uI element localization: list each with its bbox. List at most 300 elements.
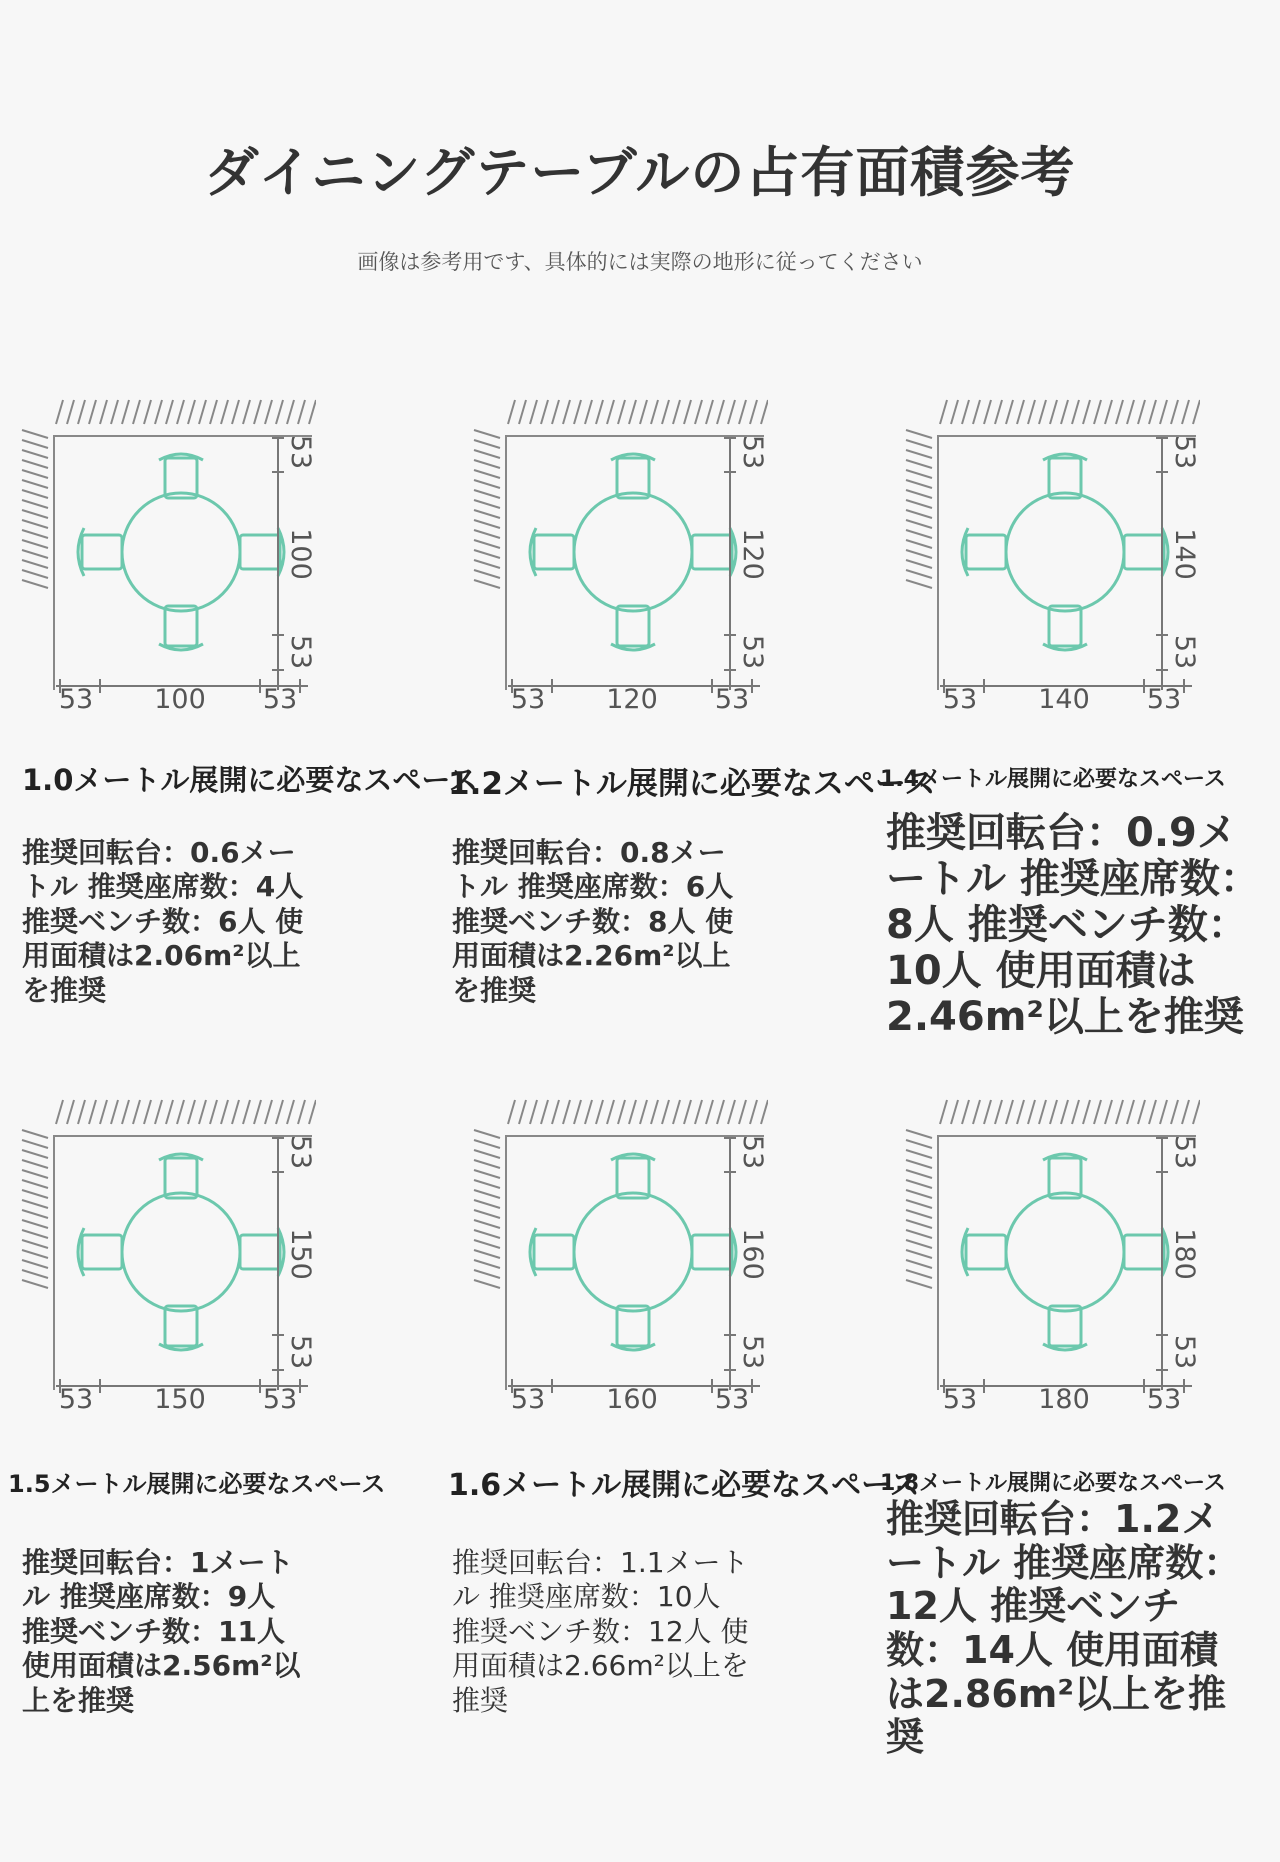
wall-hatch-mark [761, 1100, 768, 1124]
wall-line [54, 436, 312, 690]
wall-hatch-mark [574, 1100, 581, 1124]
wall-hatch-mark [474, 1280, 500, 1288]
right-dim-top-label: 53 [1169, 434, 1200, 470]
wall-hatch-mark [1083, 1100, 1090, 1124]
wall-hatch-mark [210, 1100, 217, 1124]
wall-hatch-mark [1171, 400, 1178, 424]
wall-hatch-mark [474, 580, 500, 588]
wall-hatch-mark [906, 1270, 932, 1278]
wall-hatch-mark [133, 1100, 140, 1124]
wall-hatch-mark [474, 530, 500, 538]
wall-hatch-mark [22, 430, 48, 438]
wall-hatch-mark [906, 1130, 932, 1138]
wall-hatch-mark [474, 1250, 500, 1258]
wall-hatch-mark [1138, 1100, 1145, 1124]
wall-hatch-mark [906, 1230, 932, 1238]
wall-hatch-mark [906, 450, 932, 458]
wall-hatch-mark [695, 1100, 702, 1124]
wall-hatch-mark [951, 1100, 958, 1124]
wall-hatch-mark [1094, 1100, 1101, 1124]
wall-hatch-mark [22, 530, 48, 538]
wall-hatch-mark [1039, 1100, 1046, 1124]
wall-hatch-mark [1017, 1100, 1024, 1124]
spacing-info: 推奨回転台：1.2メートル 推奨座席数：12人 推奨ベンチ数：14人 使用面積は2.86m²以上を推奨 [886, 1497, 1242, 1760]
wall-hatch-mark [166, 1100, 173, 1124]
table-and-chairs [962, 454, 1168, 650]
table-layout-diagram [900, 390, 1200, 710]
wall-hatch-mark [22, 460, 48, 468]
page-subtitle: 画像は参考用です、具体的には実際の地形に従ってください [357, 250, 923, 274]
wall-hatch-mark [607, 1100, 614, 1124]
wall-hatch-mark [56, 1100, 63, 1124]
wall-hatch-mark [474, 1220, 500, 1228]
wall-hatch-mark [629, 400, 636, 424]
wall-hatch-mark [177, 1100, 184, 1124]
right-dim-bottom-label: 53 [737, 634, 768, 670]
wall-hatch-mark [22, 540, 48, 548]
wall-hatch-mark [906, 530, 932, 538]
wall-hatch-mark [22, 1230, 48, 1238]
wall-hatch-mark [474, 470, 500, 478]
wall-hatch-mark [906, 480, 932, 488]
wall-hatch-mark [906, 1240, 932, 1248]
wall-hatch-mark [22, 1130, 48, 1138]
wall-hatch-mark [1171, 1100, 1178, 1124]
diagram-card-1 [16, 390, 478, 1090]
wall-hatch-mark [906, 1180, 932, 1188]
wall-hatch-mark [673, 1100, 680, 1124]
spacing-info: 推奨回転台：0.9メートル 推奨座席数：8人 推奨ベンチ数：10人 使用面積は2.46m²以上を推奨 [886, 810, 1260, 1040]
wall-hatch-mark [22, 1260, 48, 1268]
wall-hatch-mark [474, 500, 500, 508]
wall-hatch-mark [519, 400, 526, 424]
wall-hatch-mark [552, 400, 559, 424]
wall-hatch-mark [265, 1100, 272, 1124]
wall-hatch-mark [22, 570, 48, 578]
wall-hatch-mark [739, 400, 746, 424]
round-table [1006, 493, 1124, 611]
wall-hatch-mark [144, 400, 151, 424]
wall-hatch-mark [585, 400, 592, 424]
wall-hatch-mark [973, 1100, 980, 1124]
wall-hatch-mark [906, 470, 932, 478]
bottom-dim-middle-label: 180 [1038, 1384, 1090, 1410]
wall-hatch-mark [67, 400, 74, 424]
wall-hatch-mark [739, 1100, 746, 1124]
right-dim-top-label: 53 [285, 1134, 316, 1170]
wall-hatch-mark [1127, 400, 1134, 424]
wall-hatch-mark [474, 1270, 500, 1278]
bottom-dim-left-label: 53 [942, 684, 978, 710]
wall-hatch-mark [984, 1100, 991, 1124]
wall-hatch-mark [530, 1100, 537, 1124]
right-dim-middle-label: 140 [1169, 528, 1200, 580]
right-dim-bottom-label: 53 [285, 1334, 316, 1370]
wall-hatch-mark [474, 430, 500, 438]
right-dim-bottom-label: 53 [737, 1334, 768, 1370]
wall-hatch-mark [906, 460, 932, 468]
chair-right [692, 1235, 732, 1269]
bottom-dim-middle-label: 120 [606, 684, 658, 710]
wall-hatch-mark [596, 400, 603, 424]
wall-hatch-mark [474, 1160, 500, 1168]
wall-hatch-mark [22, 1240, 48, 1248]
wall-hatch-mark [474, 560, 500, 568]
wall-hatch-mark [22, 1210, 48, 1218]
top-wall-hatch [56, 1100, 316, 1124]
spacing-info: 推奨回転台：0.8メートル 推奨座席数：6人 推奨ベンチ数：8人 使用面積は2.26m²以上を推奨 [452, 836, 734, 1007]
right-dim-middle-label: 100 [285, 528, 316, 580]
wall-hatch-mark [22, 450, 48, 458]
wall-hatch-mark [100, 400, 107, 424]
wall-hatch-mark [287, 400, 294, 424]
wall-hatch-mark [474, 1240, 500, 1248]
wall-hatch-mark [309, 400, 316, 424]
wall-hatch-mark [22, 560, 48, 568]
spacing-info: 推奨回転台：1メートル 推奨座席数：9人 推奨ベンチ数：11人 使用面積は2.56m²以上を推奨 [22, 1546, 301, 1717]
spacing-heading: 1.8メートル展開に必要なスペース [880, 1471, 1226, 1496]
dimension-lines [56, 438, 308, 693]
wall-hatch-mark [78, 1100, 85, 1124]
bottom-dim-right-label: 53 [1146, 684, 1182, 710]
wall-hatch-mark [1193, 1100, 1200, 1124]
wall-hatch-mark [651, 1100, 658, 1124]
wall-hatch-mark [474, 1170, 500, 1178]
wall-hatch-mark [22, 500, 48, 508]
wall-hatch-mark [22, 480, 48, 488]
wall-hatch-mark [287, 1100, 294, 1124]
wall-line [506, 436, 764, 690]
wall-hatch-mark [1061, 400, 1068, 424]
wall-hatch-mark [254, 1100, 261, 1124]
table-layout-diagram [900, 1090, 1200, 1410]
wall-hatch-mark [298, 400, 305, 424]
wall-hatch-mark [906, 550, 932, 558]
wall-hatch-mark [474, 490, 500, 498]
chair-left [966, 535, 1006, 569]
wall-hatch-mark [1017, 400, 1024, 424]
wall-hatch-mark [508, 1100, 515, 1124]
wall-hatch-mark [1028, 1100, 1035, 1124]
wall-hatch-mark [951, 400, 958, 424]
wall-hatch-mark [474, 570, 500, 578]
wall-hatch-mark [199, 1100, 206, 1124]
spacing-info: 推奨回転台：0.6メートル 推奨座席数：4人 推奨ベンチ数：6人 使用面積は2.06m²以上を推奨 [22, 836, 304, 1007]
spacing-heading: 1.0メートル展開に必要なスペース [22, 763, 478, 797]
wall-hatch-mark [100, 1100, 107, 1124]
wall-hatch-mark [1061, 1100, 1068, 1124]
wall-hatch-mark [22, 550, 48, 558]
wall-hatch-mark [1072, 400, 1079, 424]
diagram-card-3 [880, 390, 1280, 1090]
wall-hatch-mark [22, 520, 48, 528]
left-wall-hatch [22, 430, 48, 588]
wall-hatch-mark [22, 1250, 48, 1258]
spacing-heading: 1.4メートル展開に必要なスペース [880, 767, 1226, 792]
table-and-chairs [530, 454, 736, 650]
wall-hatch-mark [1149, 400, 1156, 424]
wall-hatch-mark [618, 400, 625, 424]
wall-hatch-mark [1039, 400, 1046, 424]
table-and-chairs [962, 1154, 1168, 1350]
table-and-chairs [78, 454, 284, 650]
wall-hatch-mark [474, 1200, 500, 1208]
top-wall-hatch [508, 400, 768, 424]
wall-hatch-mark [111, 400, 118, 424]
wall-hatch-mark [22, 1140, 48, 1148]
wall-hatch-mark [728, 400, 735, 424]
wall-hatch-mark [618, 1100, 625, 1124]
wall-hatch-mark [662, 1100, 669, 1124]
wall-hatch-mark [906, 440, 932, 448]
wall-hatch-mark [1116, 400, 1123, 424]
wall-hatch-mark [474, 1140, 500, 1148]
wall-hatch-mark [962, 400, 969, 424]
diagram-card-6 [880, 1090, 1280, 1790]
wall-hatch-mark [276, 1100, 283, 1124]
wall-hatch-mark [221, 1100, 228, 1124]
wall-hatch-mark [22, 1280, 48, 1288]
wall-hatch-mark [474, 1260, 500, 1268]
chair-left [534, 535, 574, 569]
wall-hatch-mark [133, 400, 140, 424]
wall-hatch-mark [474, 1210, 500, 1218]
wall-hatch-mark [906, 430, 932, 438]
wall-line [938, 1136, 1196, 1390]
wall-hatch-mark [717, 400, 724, 424]
wall-hatch-mark [232, 1100, 239, 1124]
chair-right [240, 1235, 280, 1269]
diagram-card-5 [448, 1090, 920, 1790]
dimension-lines [508, 438, 760, 693]
wall-hatch-mark [67, 1100, 74, 1124]
wall-hatch-mark [188, 1100, 195, 1124]
wall-hatch-mark [155, 1100, 162, 1124]
wall-hatch-mark [962, 1100, 969, 1124]
wall-hatch-mark [22, 1190, 48, 1198]
wall-hatch-mark [1193, 400, 1200, 424]
bottom-dim-middle-label: 140 [1038, 684, 1090, 710]
bottom-dim-middle-label: 100 [154, 684, 206, 710]
wall-hatch-mark [78, 400, 85, 424]
wall-hatch-mark [1116, 1100, 1123, 1124]
wall-hatch-mark [309, 1100, 316, 1124]
wall-hatch-mark [22, 510, 48, 518]
wall-hatch-mark [906, 580, 932, 588]
top-wall-hatch [56, 400, 316, 424]
wall-hatch-mark [552, 1100, 559, 1124]
table-layout-diagram [16, 390, 316, 710]
dimension-lines [940, 1138, 1192, 1393]
wall-hatch-mark [56, 400, 63, 424]
bottom-dim-left-label: 53 [510, 684, 546, 710]
wall-hatch-mark [906, 540, 932, 548]
wall-hatch-mark [474, 540, 500, 548]
right-dim-middle-label: 160 [737, 1228, 768, 1280]
spacing-heading: 1.6メートル展開に必要なスペース [448, 1468, 920, 1503]
round-table [122, 493, 240, 611]
right-dim-middle-label: 180 [1169, 1228, 1200, 1280]
wall-hatch-mark [940, 1100, 947, 1124]
wall-hatch-mark [640, 1100, 647, 1124]
round-table [122, 1193, 240, 1311]
wall-hatch-mark [232, 400, 239, 424]
left-wall-hatch [22, 1130, 48, 1288]
wall-hatch-mark [662, 400, 669, 424]
wall-hatch-mark [706, 400, 713, 424]
wall-hatch-mark [22, 1150, 48, 1158]
wall-hatch-mark [474, 1230, 500, 1238]
bottom-dim-middle-label: 160 [606, 1384, 658, 1410]
wall-hatch-mark [673, 400, 680, 424]
wall-hatch-mark [541, 400, 548, 424]
wall-hatch-mark [574, 400, 581, 424]
room-outline [54, 436, 312, 690]
spacing-info: 推奨回転台：1.1メートル 推奨座席数：10人 推奨ベンチ数：12人 使用面積は2.66m²以上を推奨 [452, 1546, 749, 1717]
wall-hatch-mark [717, 1100, 724, 1124]
left-wall-hatch [474, 430, 500, 588]
wall-hatch-mark [474, 1150, 500, 1158]
wall-hatch-mark [22, 490, 48, 498]
wall-hatch-mark [695, 400, 702, 424]
wall-hatch-mark [995, 400, 1002, 424]
wall-hatch-mark [1182, 400, 1189, 424]
wall-hatch-mark [906, 490, 932, 498]
wall-hatch-mark [22, 1200, 48, 1208]
wall-hatch-mark [706, 1100, 713, 1124]
round-table [574, 1193, 692, 1311]
wall-hatch-mark [906, 510, 932, 518]
wall-hatch-mark [177, 400, 184, 424]
wall-hatch-mark [906, 1280, 932, 1288]
wall-hatch-mark [607, 400, 614, 424]
wall-hatch-mark [89, 400, 96, 424]
wall-hatch-mark [1050, 400, 1057, 424]
wall-hatch-mark [474, 480, 500, 488]
top-wall-hatch [940, 1100, 1200, 1124]
room-outline [54, 1136, 312, 1390]
wall-hatch-mark [474, 550, 500, 558]
wall-hatch-mark [761, 400, 768, 424]
wall-hatch-mark [728, 1100, 735, 1124]
wall-hatch-mark [1050, 1100, 1057, 1124]
bottom-dim-left-label: 53 [942, 1384, 978, 1410]
wall-hatch-mark [1182, 1100, 1189, 1124]
right-dim-bottom-label: 53 [285, 634, 316, 670]
right-dim-middle-label: 120 [737, 528, 768, 580]
wall-hatch-mark [906, 1170, 932, 1178]
bottom-dim-right-label: 53 [714, 684, 750, 710]
wall-hatch-mark [541, 1100, 548, 1124]
chair-right [692, 535, 732, 569]
wall-hatch-mark [596, 1100, 603, 1124]
room-outline [938, 436, 1196, 690]
wall-hatch-mark [265, 400, 272, 424]
wall-hatch-mark [508, 400, 515, 424]
left-wall-hatch [906, 430, 932, 588]
wall-hatch-mark [474, 520, 500, 528]
wall-hatch-mark [122, 1100, 129, 1124]
wall-hatch-mark [155, 400, 162, 424]
wall-hatch-mark [1149, 1100, 1156, 1124]
wall-line [938, 436, 1196, 690]
wall-hatch-mark [1072, 1100, 1079, 1124]
right-dim-bottom-label: 53 [1169, 1334, 1200, 1370]
wall-hatch-mark [22, 1170, 48, 1178]
wall-hatch-mark [906, 1140, 932, 1148]
wall-hatch-mark [22, 470, 48, 478]
wall-hatch-mark [474, 460, 500, 468]
wall-hatch-mark [474, 1130, 500, 1138]
wall-hatch-mark [563, 400, 570, 424]
bottom-dim-middle-label: 150 [154, 1384, 206, 1410]
wall-hatch-mark [22, 1160, 48, 1168]
wall-hatch-mark [1160, 400, 1167, 424]
spacing-heading: 1.5メートル展開に必要なスペース [8, 1470, 386, 1498]
wall-hatch-mark [984, 400, 991, 424]
top-wall-hatch [508, 1100, 768, 1124]
table-and-chairs [530, 1154, 736, 1350]
wall-hatch-mark [519, 1100, 526, 1124]
page-title: ダイニングテーブルの占有面積参考 [204, 141, 1076, 204]
wall-hatch-mark [1138, 400, 1145, 424]
wall-hatch-mark [1006, 400, 1013, 424]
chair-right [1124, 1235, 1164, 1269]
right-dim-top-label: 53 [737, 1134, 768, 1170]
wall-hatch-mark [1083, 400, 1090, 424]
bottom-dim-left-label: 53 [510, 1384, 546, 1410]
wall-hatch-mark [585, 1100, 592, 1124]
wall-hatch-mark [530, 400, 537, 424]
wall-hatch-mark [651, 400, 658, 424]
diagram-card-2 [448, 390, 936, 1090]
wall-hatch-mark [166, 400, 173, 424]
wall-hatch-mark [1105, 400, 1112, 424]
right-dim-top-label: 53 [737, 434, 768, 470]
wall-hatch-mark [906, 1190, 932, 1198]
wall-line [54, 1136, 312, 1390]
wall-hatch-mark [199, 400, 206, 424]
bottom-dim-right-label: 53 [714, 1384, 750, 1410]
wall-hatch-mark [22, 1270, 48, 1278]
wall-hatch-mark [276, 400, 283, 424]
wall-hatch-mark [474, 510, 500, 518]
wall-hatch-mark [188, 400, 195, 424]
left-wall-hatch [906, 1130, 932, 1288]
chair-left [534, 1235, 574, 1269]
bottom-dim-right-label: 53 [262, 684, 298, 710]
right-dim-bottom-label: 53 [1169, 634, 1200, 670]
wall-hatch-mark [243, 1100, 250, 1124]
bottom-dim-right-label: 53 [262, 1384, 298, 1410]
spacing-heading: 1.2メートル展開に必要なスペース [448, 766, 936, 802]
round-table [1006, 1193, 1124, 1311]
right-dim-top-label: 53 [1169, 1134, 1200, 1170]
room-outline [938, 1136, 1196, 1390]
wall-hatch-mark [640, 400, 647, 424]
wall-hatch-mark [973, 400, 980, 424]
wall-hatch-mark [1006, 1100, 1013, 1124]
dimension-lines [508, 1138, 760, 1393]
wall-hatch-mark [906, 1150, 932, 1158]
wall-hatch-mark [1127, 1100, 1134, 1124]
wall-hatch-mark [111, 1100, 118, 1124]
top-wall-hatch [940, 400, 1200, 424]
wall-hatch-mark [906, 560, 932, 568]
wall-hatch-mark [474, 440, 500, 448]
wall-hatch-mark [22, 440, 48, 448]
wall-hatch-mark [906, 570, 932, 578]
